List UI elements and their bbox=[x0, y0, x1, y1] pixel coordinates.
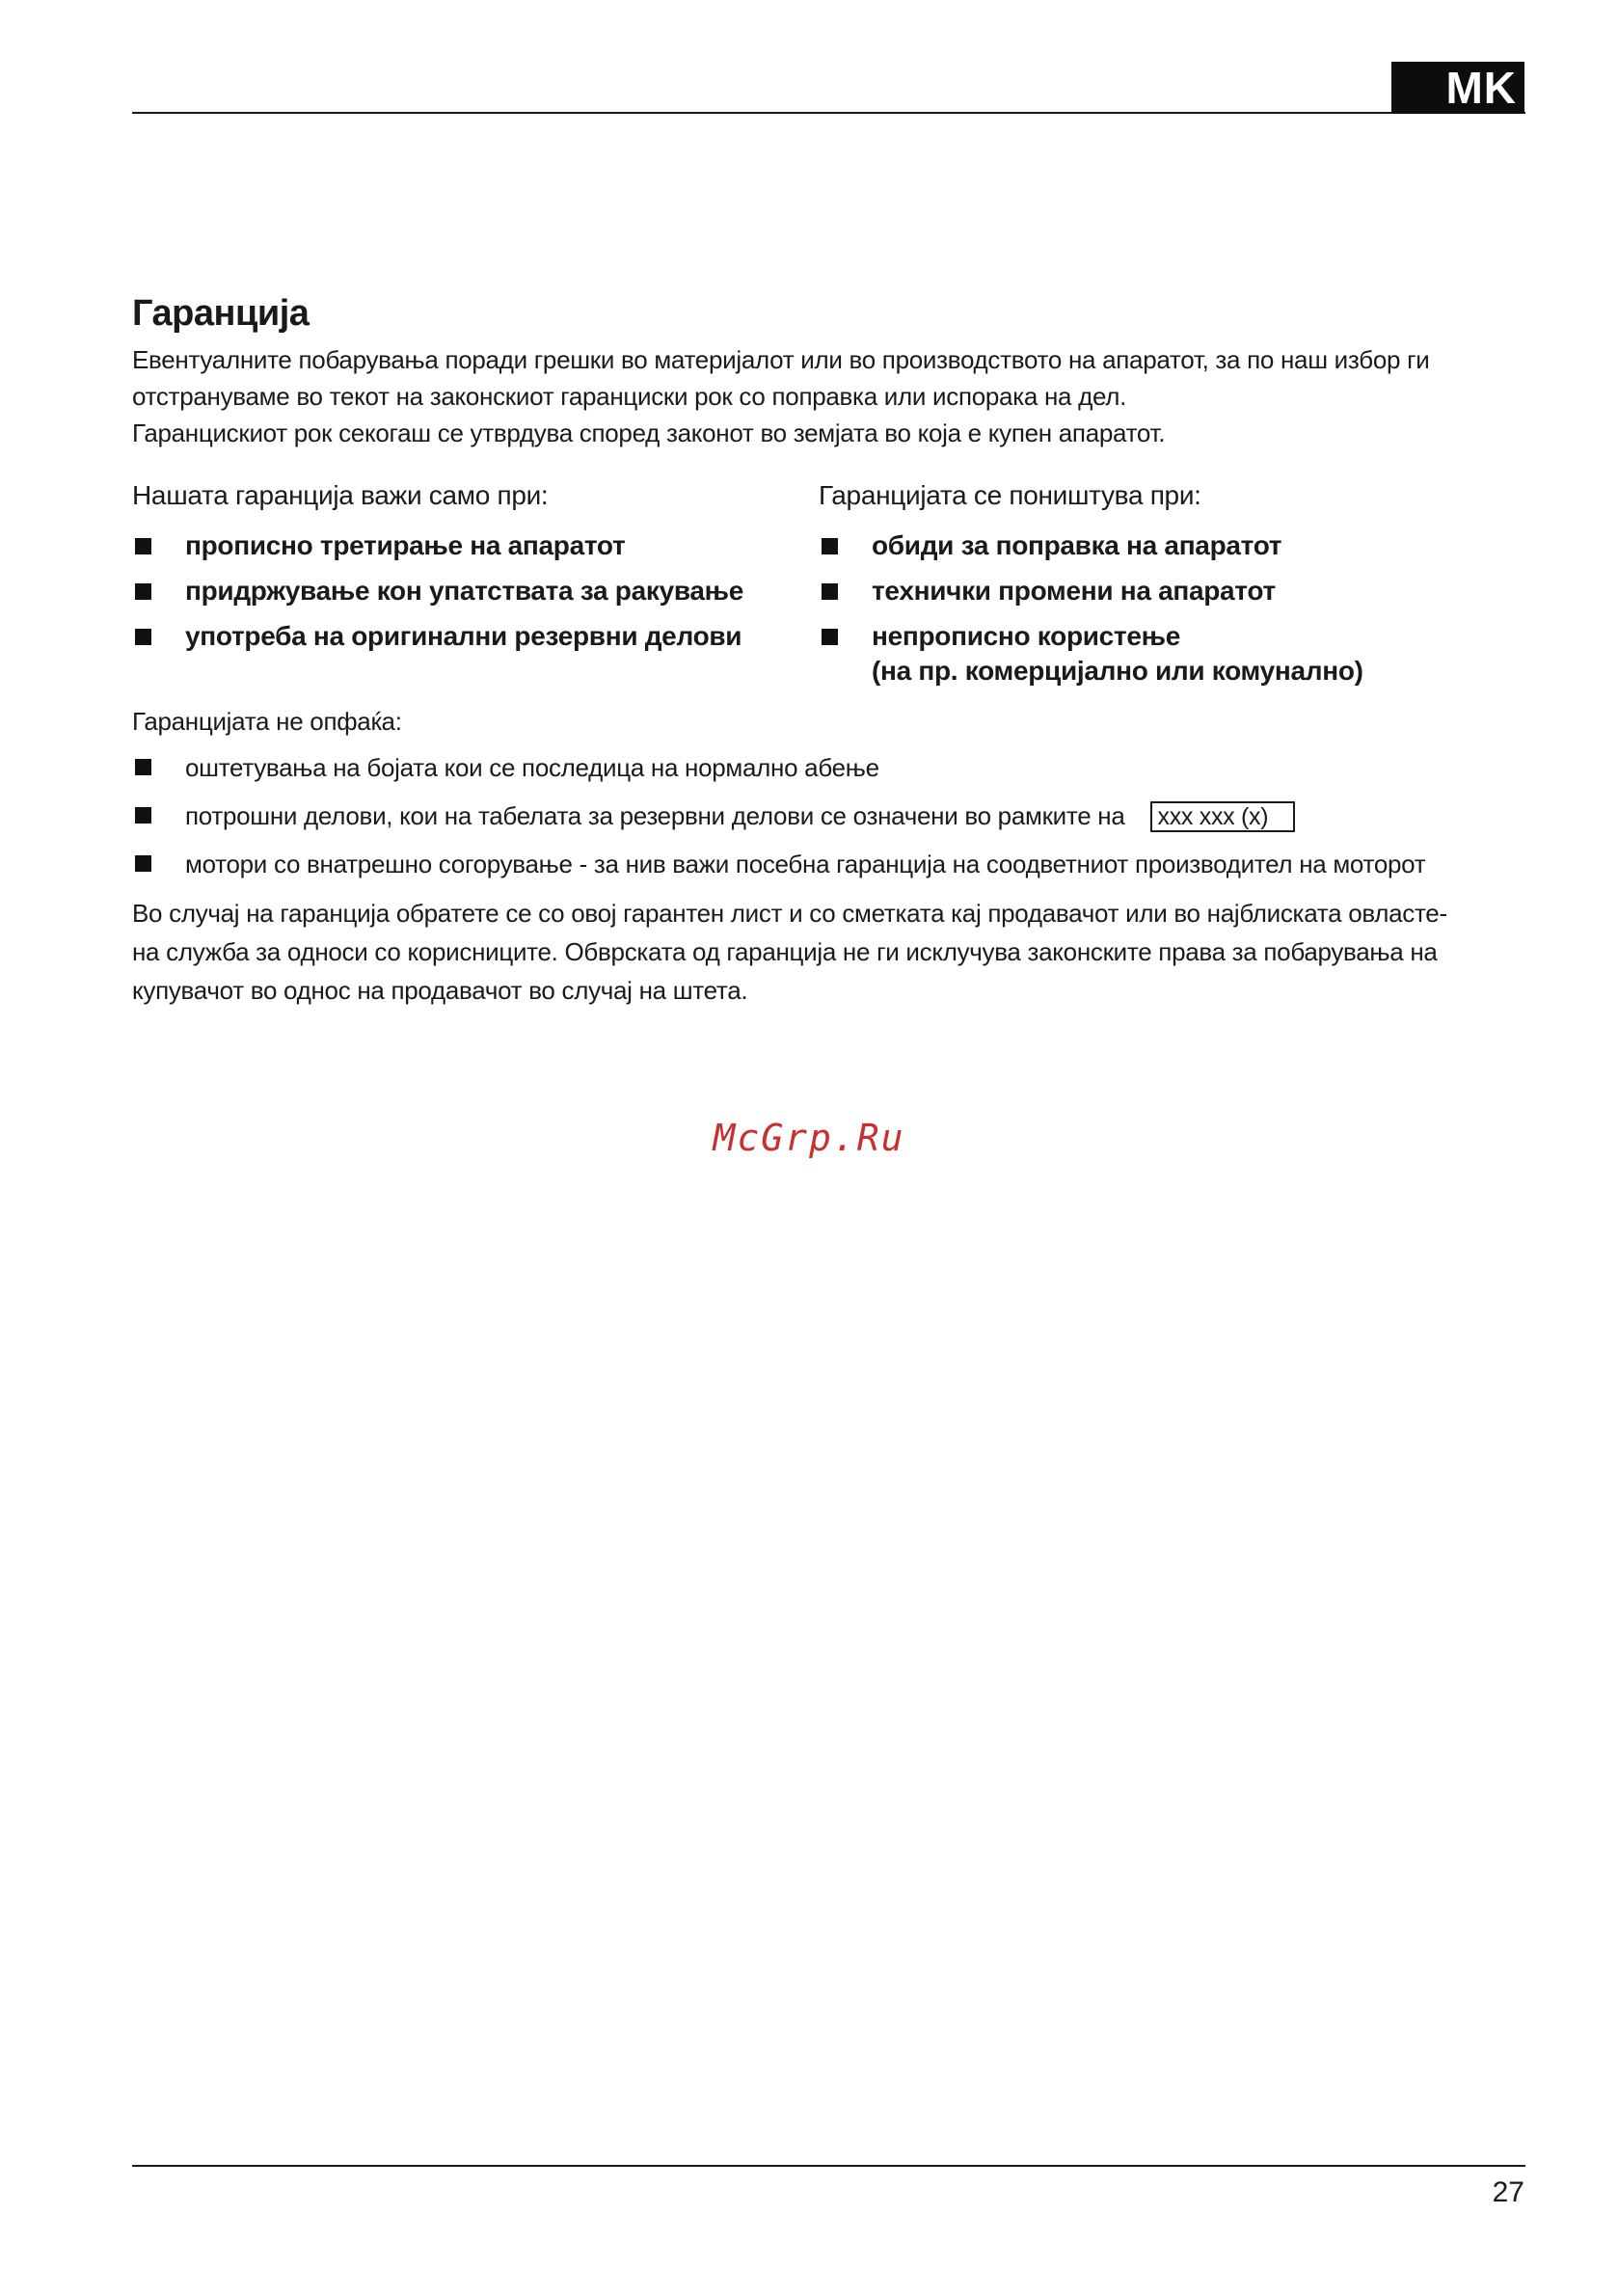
list-item bbox=[132, 574, 819, 608]
bullet-square-icon bbox=[135, 759, 151, 775]
footer-rule bbox=[132, 2165, 1525, 2167]
valid-column bbox=[132, 476, 819, 699]
bullet-square-icon bbox=[135, 583, 151, 600]
intro-paragraph: Евентуалните побарувања поради грешки во материјалот или во производството на апаратот, за по наш избор ги отстрануваме во текот на законскиот гаранциски рок со поправка или испорака на дел. bbox=[132, 345, 1430, 411]
bullet-square-icon bbox=[822, 629, 838, 645]
intro-text bbox=[132, 341, 1525, 451]
list-item bbox=[819, 619, 1525, 689]
void-column bbox=[819, 476, 1525, 699]
header-rule bbox=[132, 112, 1525, 114]
language-badge: MK bbox=[1391, 62, 1524, 114]
list-item bbox=[132, 619, 819, 654]
list-item bbox=[132, 846, 1525, 882]
valid-heading: Нашата гаранција важи само при: bbox=[132, 480, 549, 510]
list-item-text: оштетувања на бојата кои се последица на нормално абење bbox=[185, 753, 879, 782]
closing-line: Во случај на гаранција обратете се со овој гарантен лист и со сметката кај продавачот или во најблиската овласте- bbox=[132, 899, 1447, 928]
list-item-text: непрописно користење bbox=[872, 621, 1180, 651]
list-item-text: придржување кон упатствата за ракување bbox=[185, 576, 744, 606]
void-heading: Гаранцијата се поништува при: bbox=[819, 480, 1201, 510]
list-item bbox=[132, 528, 819, 563]
bullet-square-icon bbox=[135, 538, 151, 554]
part-code-box: xxx xxx (x) bbox=[1150, 801, 1296, 832]
list-item bbox=[819, 528, 1525, 563]
watermark-text: McGrp.Ru bbox=[713, 1117, 905, 1159]
closing-line: на служба за односи со корисниците. Обврската од гаранција не ги исклучува законските права за побарувања на bbox=[132, 937, 1438, 966]
list-item-text: обиди за поправка на апаратот bbox=[872, 530, 1282, 560]
list-item bbox=[132, 797, 1525, 834]
page-number: 27 bbox=[1492, 2176, 1524, 2208]
closing-text bbox=[132, 894, 1525, 1010]
bullet-square-icon bbox=[135, 807, 151, 824]
list-item bbox=[132, 749, 1525, 786]
bullet-square-icon bbox=[135, 855, 151, 872]
list-item-text: употреба на оригинални резервни делови bbox=[185, 621, 742, 651]
list-item-note: (на пр. комерцијално или комунално) bbox=[872, 656, 1363, 686]
guarantee-section bbox=[132, 285, 1525, 1010]
intro-paragraph: Гаранцискиот рок секогаш се утврдува според законот во земјата во која е купен апаратот. bbox=[132, 419, 1166, 447]
bullet-square-icon bbox=[135, 629, 151, 645]
exclusions-heading: Гаранцијата не опфаќа: bbox=[132, 707, 402, 736]
bullet-square-icon bbox=[822, 538, 838, 554]
bullet-square-icon bbox=[822, 583, 838, 600]
closing-line: купувачот во однос на продавачот во случај на штета. bbox=[132, 976, 748, 1005]
section-title: Гаранција bbox=[132, 293, 310, 334]
valid-list bbox=[132, 528, 819, 654]
exclusions-list bbox=[132, 749, 1525, 882]
list-item-text: прописно третирање на апаратот bbox=[185, 530, 626, 560]
conditions-columns bbox=[132, 476, 1525, 699]
void-list bbox=[819, 528, 1525, 689]
list-item-text: технички промени на апаратот bbox=[872, 576, 1276, 606]
list-item-text: потрошни делови, кои на табелата за резервни делови се означени во рамките на bbox=[185, 801, 1125, 830]
list-item bbox=[819, 574, 1525, 608]
list-item-text: мотори со внатрешно согорување - за нив важи посебна гаранција на соодветниот производител на моторот bbox=[185, 850, 1426, 878]
